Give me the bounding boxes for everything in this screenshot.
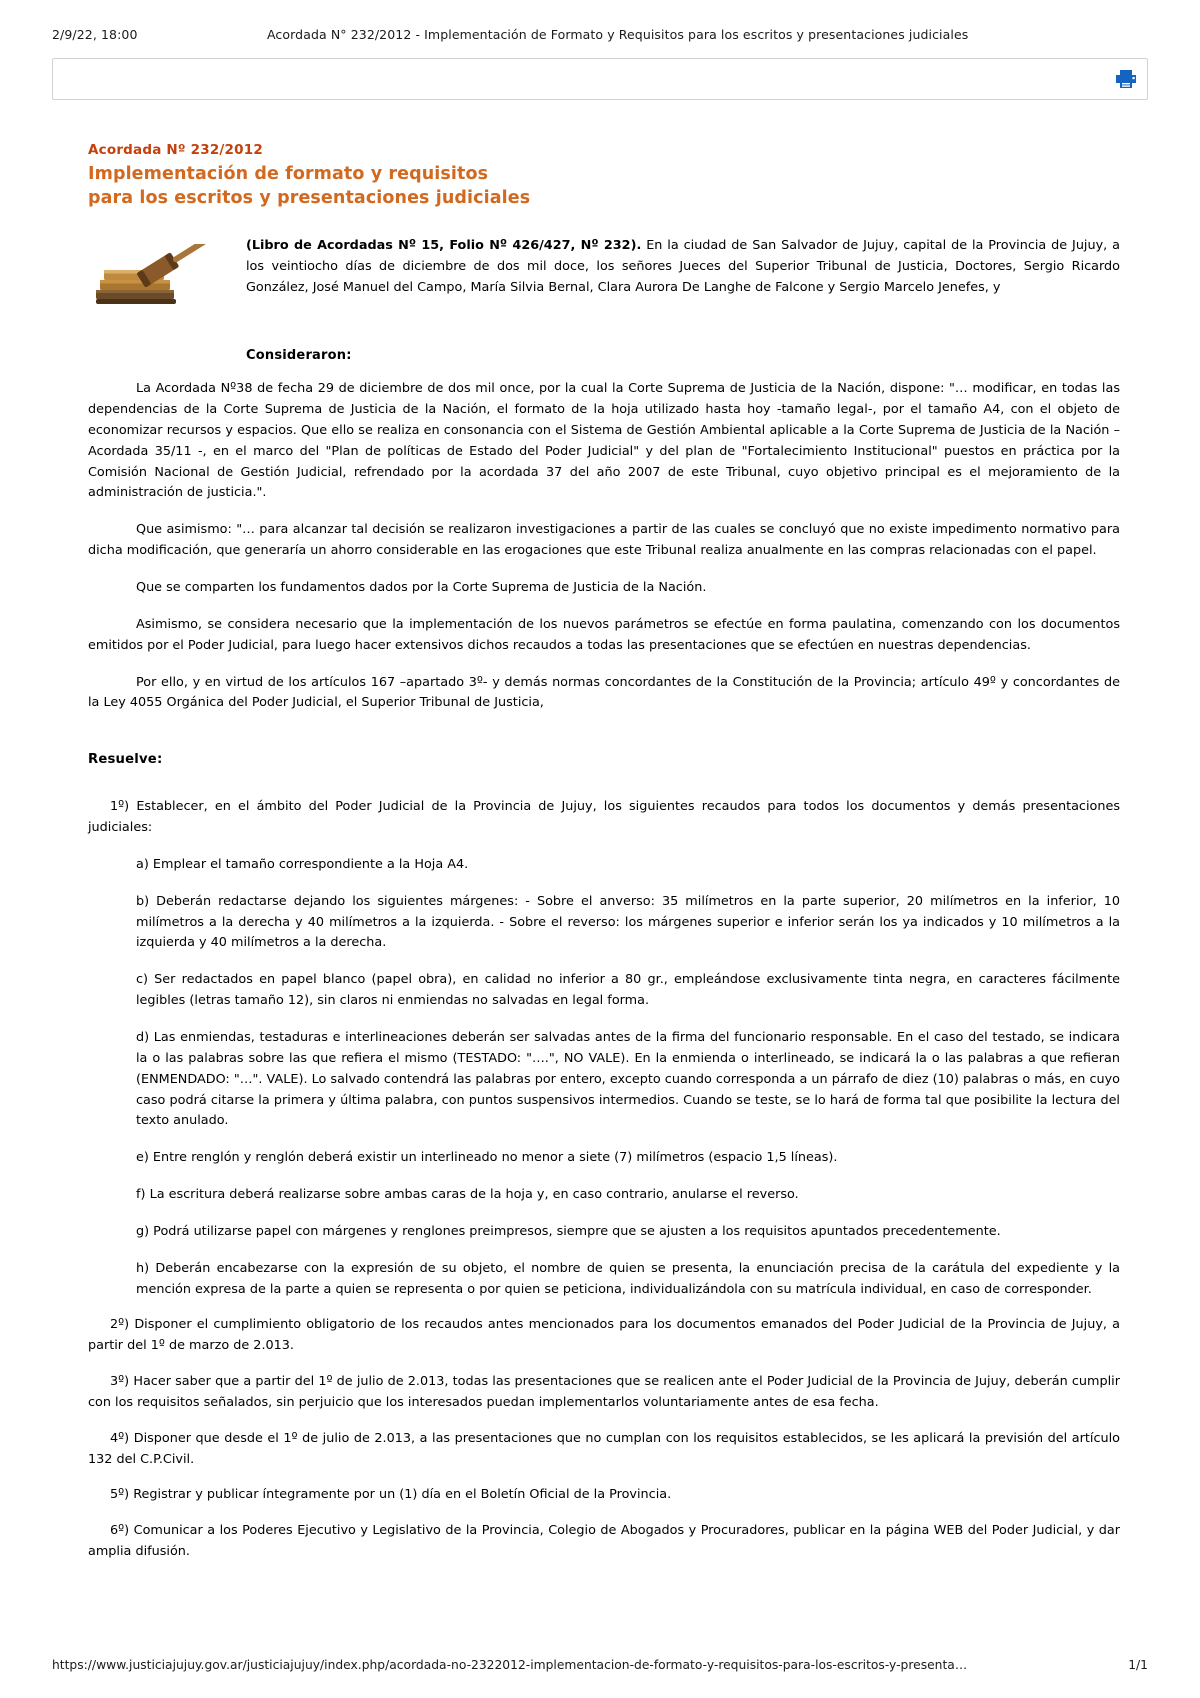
intro-citation: (Libro de Acordadas Nº 15, Folio Nº 426/427, Nº 232). — [246, 238, 642, 254]
doc-title-line-1: Implementación de formato y requisitos — [88, 164, 489, 184]
page-number: 1/1 — [1128, 1658, 1148, 1672]
considerando-paragraph-2: Que asimismo: "… para alcanzar tal decisión se realizaron investigaciones a partir de las cuales se concluyó que no existe impedimento normativo para dicha modificación, que generaría un ahorro considerable en las erogaciones que este Tribunal realiza anualmente en las compras relacionadas con el papel. — [88, 522, 1120, 559]
heading-resuelve: Resuelve: — [88, 752, 163, 768]
considerando-paragraph-3: Que se comparten los fundamentos dados por la Corte Suprema de Justicia de la Nación. — [136, 580, 707, 595]
resolution-item-1c: c) Ser redactados en papel blanco (papel obra), en calidad no inferior a 80 gr., empleándose exclusivamente tinta negra, en caracteres fácilmente legibles (letras tamaño 12), sin claros ni enmiendas no salvadas en legal forma. — [136, 972, 1120, 1009]
acordada-number: Acordada Nº 232/2012 — [88, 142, 263, 158]
print-header — [0, 0, 1200, 42]
print-toolbar — [52, 58, 1148, 100]
resolution-item-1b: b) Deberán redactarse dejando los siguientes márgenes: - Sobre el anverso: 35 milímetros en la parte superior, 20 milímetros en la inferior, 10 milímetros a la derecha y 40 milímetros a la izquierda. - Sobre el reverso: los márgenes superior e inferior serán los ya indicados y 10 milímetros a la izquierda y 40 milímetros a la derecha. — [136, 893, 1120, 951]
printer-icon[interactable] — [1115, 69, 1137, 89]
intro-rest: En la ciudad de San Salvador de Jujuy, capital de la Provincia de Jujuy, a los veintiocho días de diciembre de dos mil doce, los señores Jueces del Superior Tribunal de Justicia, Doctores, Sergio Ricardo González, José Manuel del Campo, María Silvia Bernal, Clara Aurora De Langhe de Falcone y Sergio Marcelo Jenefes, y — [246, 238, 1120, 295]
heading-consideraron: Consideraron: — [246, 348, 352, 364]
resolution-item-1: 1º) Establecer, en el ámbito del Poder Judicial de la Provincia de Jujuy, los siguientes recaudos para todos los documentos y demás presentaciones judiciales: — [88, 799, 1120, 836]
resolution-item-6: 6º) Comunicar a los Poderes Ejecutivo y Legislativo de la Provincia, Colegio de Abogados y Procuradores, publicar en la página WEB del Poder Judicial, y dar amplia difusión. — [88, 1523, 1120, 1560]
resolution-item-5: 5º) Registrar y publicar íntegramente por un (1) día en el Boletín Oficial de la Provincia. — [110, 1487, 672, 1503]
resolution-item-1e: e) Entre renglón y renglón deberá existir un interlineado no menor a siete (7) milímetros (espacio 1,5 líneas). — [136, 1150, 838, 1166]
print-date: 2/9/22, 18:00 — [52, 27, 138, 42]
resolution-item-1h: h) Deberán encabezarse con la expresión de su objeto, el nombre de quien se presenta, la enunciación precisa de la carátula del expediente y la mención expresa de la parte a quien se representa o por quien se peticiona, individualizándola con su matrícula individual, en caso de corresponder. — [136, 1260, 1120, 1297]
source-url: https://www.justiciajujuy.gov.ar/justiciajujuy/index.php/acordada-no-2322012-implementacion-de-formato-y-requisitos-para-los-escritos-y-presenta… — [52, 1658, 968, 1672]
resolution-item-1a: a) Emplear el tamaño correspondiente a la Hoja A4. — [136, 856, 469, 872]
print-footer — [0, 1658, 1200, 1672]
page-title — [88, 163, 1120, 210]
considerando-paragraph-1: La Acordada Nº38 de fecha 29 de diciembre de dos mil once, por la cual la Corte Suprema de Justicia de la Nación, dispone: "… modificar, en todas las dependencias de la Corte Suprema de Justicia de la Nación, el formato de la hoja utilizado hasta hoy -tamaño legal-, por el tamaño A4, con el objeto de economizar recursos y espacios. Que ello se realiza en consonancia con el Sistema de Gestión Ambiental aplicable a la Corte Suprema de Justicia de la Nación –Acordada 35/11 -, en el marco del "Plan de políticas de Estado del Poder Judicial" y del plan de "Fortalecimiento Institucional" puestos en práctica por la Comisión Nacional de Gestión Judicial, refrendado por la acordada 37 del año 2007 de este Tribunal, cuyo objetivo principal es el mejoramiento de la administración de justicia.". — [88, 381, 1120, 501]
resolution-item-1f: f) La escritura deberá realizarse sobre ambas caras de la hoja y, en caso contrario, anularse el reverso. — [136, 1187, 799, 1203]
resolution-item-4: 4º) Disponer que desde el 1º de julio de 2.013, a las presentaciones que no cumplan con los requisitos establecidos, se les aplicará la previsión del artículo 132 del C.P.Civil. — [88, 1430, 1120, 1467]
print-page-title: Acordada N° 232/2012 - Implementación de Formato y Requisitos para los escritos y presentaciones judiciales — [267, 27, 969, 42]
intro-paragraph — [246, 236, 1120, 298]
gavel-books-image — [88, 244, 233, 316]
considerando-paragraph-5: Por ello, y en virtud de los artículos 167 –apartado 3º- y demás normas concordantes de la Constitución de la Provincia; artículo 49º y concordantes de la Ley 4055 Orgánica del Poder Judicial, el Superior Tribunal de Justicia, — [88, 674, 1120, 711]
resolution-item-1d: d) Las enmiendas, testaduras e interlineaciones deberán ser salvadas antes de la firma del funcionario responsable. En el caso del testado, se indicara la o las palabras sobre las que refiera el mismo (TESTADO: "….", NO VALE). En la enmienda o interlineado, se indicará la o las palabras a que refieran (ENMENDADO: "…". VALE). Lo salvado contendrá las palabras por entero, excepto cuando corresponda a un párrafo de diez (10) palabras o más, en cuyo caso podrá citarse la primera y última palabra, con puntos suspensivos intermedios. Cuando se teste, se lo hará de forma tal que posibilite la lectura del texto anulado. — [136, 1029, 1120, 1129]
document-body — [0, 142, 1200, 1563]
resolution-item-1g: g) Podrá utilizarse papel con márgenes y renglones preimpresos, siempre que se ajusten a los requisitos apuntados precedentemente. — [136, 1223, 1001, 1239]
resolution-item-3: 3º) Hacer saber que a partir del 1º de julio de 2.013, todas las presentaciones que se realicen ante el Poder Judicial de la Provincia de Jujuy, deberán cumplir con los requisitos señalados, sin perjuicio que los interesados puedan implementarlos voluntariamente antes de esa fecha. — [88, 1374, 1120, 1410]
considerando-paragraph-4: Asimismo, se considera necesario que la implementación de los nuevos parámetros se efectúe en forma paulatina, comenzando con los documentos emitidos por el Poder Judicial, para luego hacer extensivos dichos recaudos a todas las presentaciones que se efectúen en nuestras dependencias. — [88, 616, 1120, 653]
doc-title-line-2: para los escritos y presentaciones judiciales — [88, 187, 531, 208]
intro-block — [88, 236, 1120, 322]
resolution-item-2: 2º) Disponer el cumplimiento obligatorio de los recaudos antes mencionados para los documentos emanados del Poder Judicial de la Provincia de Jujuy, a partir del 1º de marzo de 2.013. — [88, 1317, 1120, 1354]
